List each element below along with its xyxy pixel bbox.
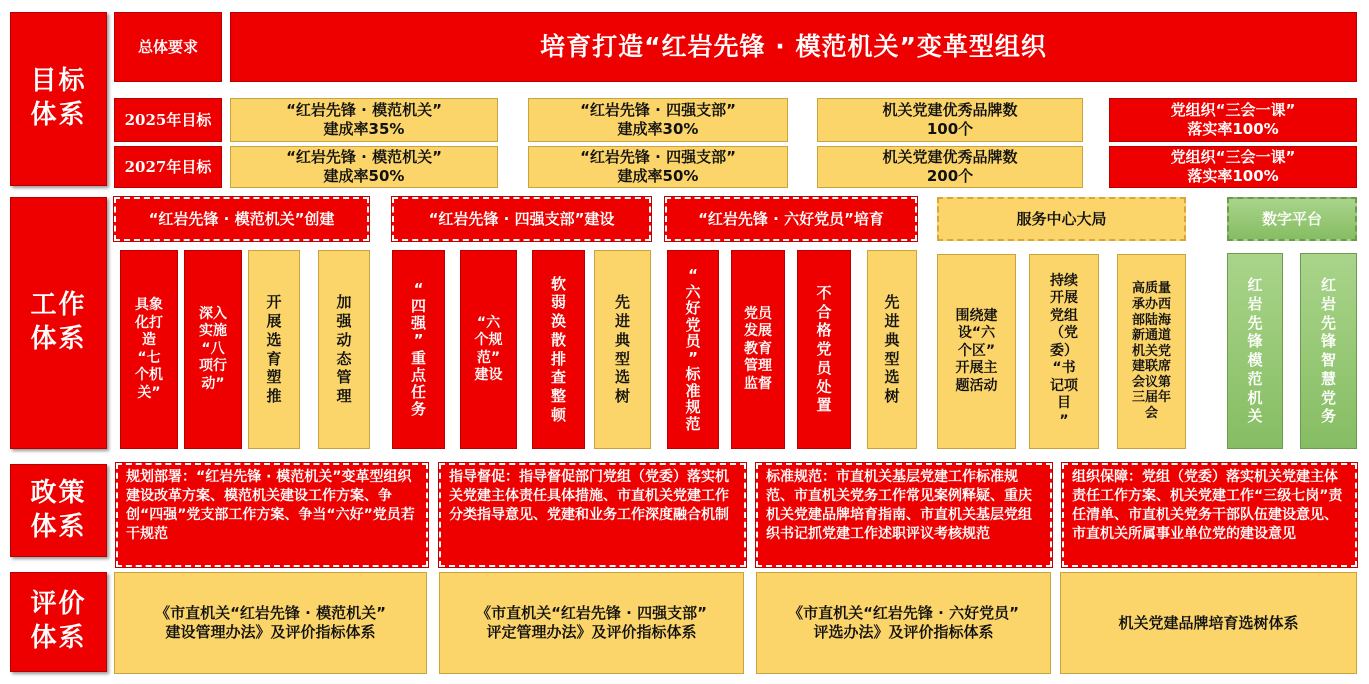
work-item-member-supervision: 党员 发展 教育 管理 监督: [731, 250, 785, 449]
goal-2027-brand-count: 机关党建优秀品牌数 200个: [817, 146, 1083, 188]
evaluation-system-label: 评价 体系: [10, 572, 107, 672]
header-digital-platform: 数字平台: [1227, 197, 1357, 241]
eval-model-organ-measures: 《市直机关“红岩先锋 · 模范机关” 建设管理办法》及评价指标体系: [114, 572, 427, 674]
goal-2027-label: 2027年目标: [114, 146, 222, 188]
goal-2025-label: 2025年目标: [114, 98, 222, 142]
work-item-secretary-projects: 持续 开展 党组 （党 委） “书 记项 目 ”: [1029, 254, 1099, 449]
work-item-advanced-models-1: 先 进 典 型 选 树: [594, 250, 651, 449]
header-four-strong-branch: “红岩先锋 · 四强支部”建设: [392, 197, 651, 241]
platform-smart-party-affairs: 红 岩 先 锋 智 慧 党 务: [1300, 253, 1357, 449]
header-model-organ-creation: “红岩先锋 · 模范机关”创建: [114, 197, 369, 241]
goal-2027-four-strong-branch: “红岩先锋 · 四强支部” 建成率50%: [528, 146, 788, 188]
work-item-six-good-standards: “ 六 好 党 员 ” 标 准 规 范: [667, 250, 719, 449]
goal-2025-four-strong-branch: “红岩先锋 · 四强支部” 建成率30%: [528, 98, 788, 142]
policy-guidance: 指导督促：指导督促部门党组（党委）落实机关党建主体责任具体措施、市直机关党建工作分类指导意见、党建和业务工作深度融合机制: [439, 463, 746, 567]
work-item-four-strong-tasks: “ 四 强 ” 重 点 任 务: [392, 250, 445, 449]
work-item-seven-organs: 具象 化打 造 “七 个机 关”: [120, 250, 178, 449]
goal-2025-three-meetings: 党组织“三会一课” 落实率100%: [1109, 98, 1357, 142]
eval-brand-system: 机关党建品牌培育选树体系: [1060, 572, 1357, 674]
goal-2027-three-meetings: 党组织“三会一课” 落实率100%: [1109, 146, 1357, 188]
work-item-selection-cultivation: 开 展 选 育 塑 推: [248, 250, 300, 449]
policy-standards: 标准规范：市直机关基层党建工作标准规范、市直机关党务工作常见案例释疑、重庆机关党建品牌培育指南、市直机关基层党组织书记抓党建工作述职评议考核规范: [756, 463, 1052, 567]
goal-2027-model-organ: “红岩先锋 · 模范机关” 建成率50%: [230, 146, 498, 188]
platform-model-organ: 红 岩 先 锋 模 范 机 关: [1227, 253, 1283, 449]
overall-requirement-label: 总体要求: [114, 12, 222, 82]
goal-2025-brand-count: 机关党建优秀品牌数 100个: [817, 98, 1083, 142]
work-item-advanced-models-2: 先 进 典 型 选 树: [867, 250, 917, 449]
eval-six-good-member-measures: 《市直机关“红岩先锋 · 六好党员” 评选办法》及评价指标体系: [756, 572, 1051, 674]
header-six-good-member: “红岩先锋 · 六好党员”培育: [665, 197, 917, 241]
target-system-label: 目标 体系: [10, 12, 107, 186]
policy-planning: 规划部署：“红岩先锋 · 模范机关”变革型组织建设改革方案、模范机关建设工作方案、争创“四强”党支部工作方案、争当“六好”党员若干规范: [116, 463, 428, 567]
work-system-label: 工作 体系: [10, 197, 107, 449]
goal-2025-model-organ: “红岩先锋 · 模范机关” 建成率35%: [230, 98, 498, 142]
policy-system-label: 政策 体系: [10, 464, 107, 557]
header-serve-center: 服务中心大局: [937, 197, 1186, 241]
work-item-weak-rectification: 软 弱 涣 散 排 查 整 顿: [532, 250, 585, 449]
work-item-unqualified-disposal: 不 合 格 党 员 处 置: [797, 250, 851, 449]
overall-requirement-text: 培育打造“红岩先锋 · 模范机关”变革型组织: [230, 12, 1357, 82]
work-item-eight-actions: 深入 实施 “八 项行 动”: [184, 250, 242, 449]
policy-organization-guarantee: 组织保障：党组（党委）落实机关党建主体责任工作方案、机关党建工作“三级七岗”责任清单、市直机关党务干部队伍建设意见、市直机关所属事业单位党的建设意见: [1062, 463, 1357, 567]
work-item-dynamic-management: 加 强 动 态 管 理: [318, 250, 370, 449]
eval-four-strong-branch-measures: 《市直机关“红岩先锋 · 四强支部” 评定管理办法》及评价指标体系: [439, 572, 744, 674]
work-item-six-districts: 围绕建 设“六 个区” 开展主 题活动: [937, 254, 1016, 449]
work-item-six-norms: “六 个规 范” 建设: [460, 250, 517, 449]
work-item-annual-meeting: 高质量 承办西 部陆海 新通道 机关党 建联席 会议第 三届年 会: [1117, 254, 1186, 449]
